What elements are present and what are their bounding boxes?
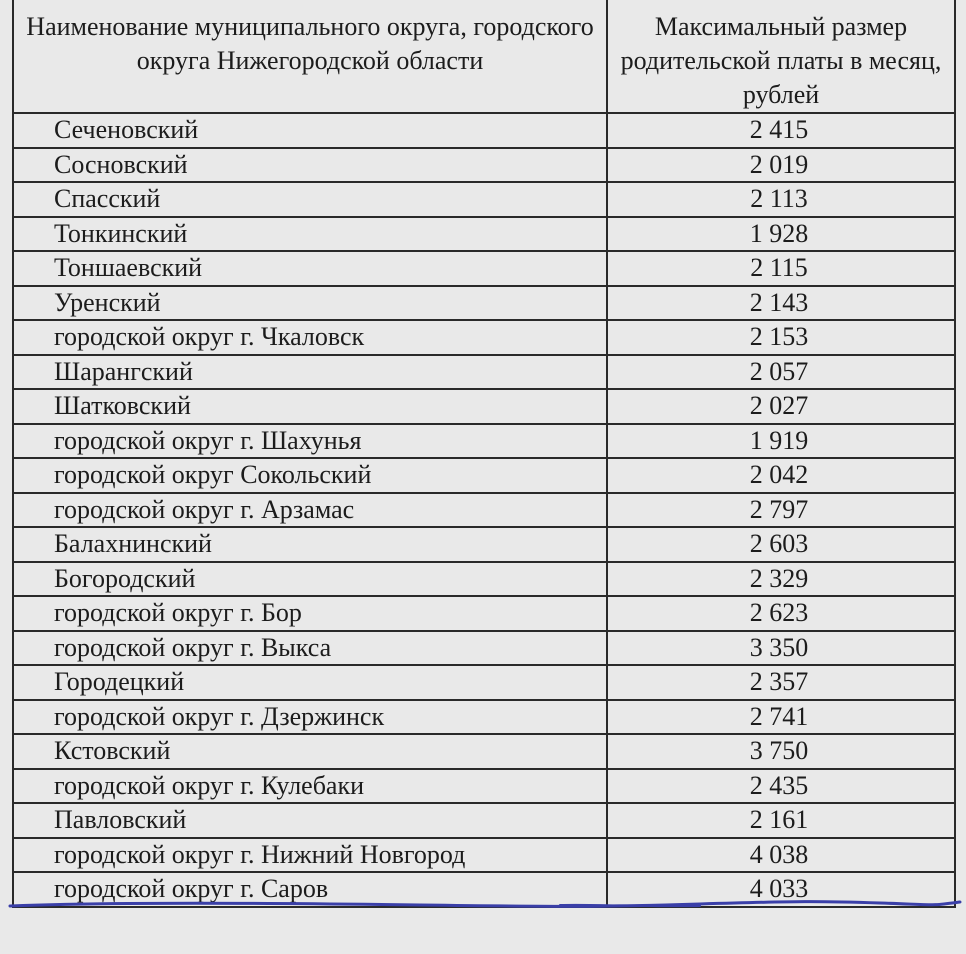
header-district-name: Наименование муниципального округа, городского округа Нижегородской области (13, 0, 607, 113)
district-name-cell: Спасский (13, 182, 607, 217)
table-row (13, 493, 955, 528)
table-row (13, 320, 955, 355)
table-row (13, 389, 955, 424)
max-fee-cell: 2 357 (607, 665, 955, 700)
district-name-cell: Шарангский (13, 355, 607, 390)
max-fee-cell: 2 415 (607, 113, 955, 148)
max-fee-cell: 2 797 (607, 493, 955, 528)
max-fee-cell: 2 603 (607, 527, 955, 562)
district-name-cell: Сосновский (13, 148, 607, 183)
district-name-cell: Балахнинский (13, 527, 607, 562)
header-max-fee: Максимальный размер родительской платы в месяц, рублей (607, 0, 955, 113)
max-fee-cell: 2 161 (607, 803, 955, 838)
table-row (13, 631, 955, 666)
max-fee-cell: 2 143 (607, 286, 955, 321)
max-fee-cell: 2 741 (607, 700, 955, 735)
max-fee-cell: 2 027 (607, 389, 955, 424)
table-row (13, 803, 955, 838)
district-name-cell: городской округ г. Саров (13, 872, 607, 907)
max-fee-cell: 3 350 (607, 631, 955, 666)
district-name-cell: Шатковский (13, 389, 607, 424)
district-name-cell: Сеченовский (13, 113, 607, 148)
fee-table (12, 0, 956, 908)
max-fee-cell: 2 115 (607, 251, 955, 286)
table-row (13, 769, 955, 804)
district-name-cell: Тоншаевский (13, 251, 607, 286)
table-row (13, 665, 955, 700)
max-fee-cell: 2 435 (607, 769, 955, 804)
max-fee-cell: 4 033 (607, 872, 955, 907)
district-name-cell: городской округ г. Кулебаки (13, 769, 607, 804)
max-fee-cell: 1 928 (607, 217, 955, 252)
max-fee-cell: 2 042 (607, 458, 955, 493)
table-row (13, 458, 955, 493)
district-name-cell: Городецкий (13, 665, 607, 700)
max-fee-cell: 1 919 (607, 424, 955, 459)
max-fee-cell: 4 038 (607, 838, 955, 873)
table-row (13, 148, 955, 183)
district-name-cell: Уренский (13, 286, 607, 321)
table-row (13, 286, 955, 321)
max-fee-cell: 3 750 (607, 734, 955, 769)
table-row (13, 251, 955, 286)
district-name-cell: городской округ г. Бор (13, 596, 607, 631)
table-row (13, 734, 955, 769)
table-row (13, 838, 955, 873)
table-row (13, 562, 955, 597)
max-fee-cell: 2 329 (607, 562, 955, 597)
table-row (13, 182, 955, 217)
district-name-cell: городской округ г. Чкаловск (13, 320, 607, 355)
district-name-cell: городской округ г. Арзамас (13, 493, 607, 528)
district-name-cell: городской округ Сокольский (13, 458, 607, 493)
district-name-cell: Богородский (13, 562, 607, 597)
table-row (13, 217, 955, 252)
district-name-cell: городской округ г. Нижний Новгород (13, 838, 607, 873)
max-fee-cell: 2 623 (607, 596, 955, 631)
table-row (13, 872, 955, 907)
district-name-cell: городской округ г. Выкса (13, 631, 607, 666)
max-fee-cell: 2 113 (607, 182, 955, 217)
table-row (13, 113, 955, 148)
table-row (13, 596, 955, 631)
max-fee-cell: 2 153 (607, 320, 955, 355)
district-name-cell: Тонкинский (13, 217, 607, 252)
district-name-cell: городской округ г. Дзержинск (13, 700, 607, 735)
table-row (13, 527, 955, 562)
header-row (13, 0, 955, 113)
table-row (13, 424, 955, 459)
max-fee-cell: 2 019 (607, 148, 955, 183)
district-name-cell: Павловский (13, 803, 607, 838)
district-name-cell: городской округ г. Шахунья (13, 424, 607, 459)
max-fee-cell: 2 057 (607, 355, 955, 390)
district-name-cell: Кстовский (13, 734, 607, 769)
table-row (13, 355, 955, 390)
table-row (13, 700, 955, 735)
